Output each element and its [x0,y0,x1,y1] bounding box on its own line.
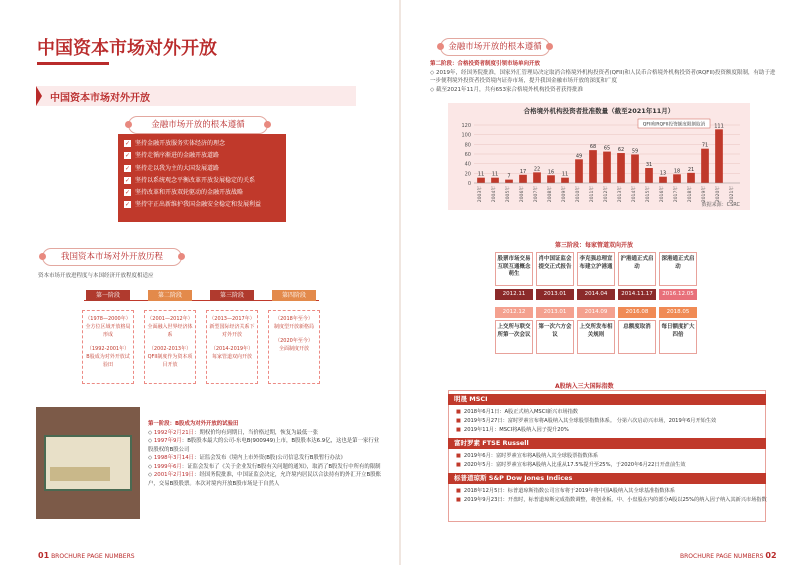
principle-pill-right [440,38,550,56]
stage-box: （2013—2017年） 新型国际经济关系下对外开放 （2014-2019年） 每家管道双向开放 [206,310,258,384]
bar [673,174,681,183]
data-label: 65 [603,145,611,152]
history-pill-label: 我国资本市场对外开放历程 [60,252,163,262]
bullet-icon: ■ [456,497,461,503]
timeline-date: 2016.12.05 [659,289,697,300]
section-banner-label: 中国资本市场对外开放 [50,93,150,104]
data-label: 71 [701,142,709,149]
x-tick-label: 2005年 [506,186,511,203]
bar [687,173,695,183]
check-icon: ✓ [124,201,131,209]
timeline-event: 沪港通正式启动 [618,252,656,286]
timeline-date: 2012.12 [495,307,533,318]
x-tick-label: 2021年 [730,186,735,203]
x-tick-label: 2010年 [576,186,581,203]
x-tick-label: 2003年 [478,186,483,203]
list-item: ✓ 坚持走以我为主的大国发展道路 [124,164,220,172]
data-label: 17 [519,168,527,175]
check-icon: ✓ [124,189,131,197]
principles-title: 金融市场开放的根本遵循 [151,120,245,130]
list-item: ◇ 截至2021年11月，共有653家合格境外机构投资者获得批准 [430,86,583,93]
index-title: A股纳入三大国际指数 [555,383,614,390]
stage-label: 第三阶段 [210,290,254,301]
data-label: 11 [491,171,499,178]
data-label: 22 [533,166,541,173]
y-tick-label: 60 [464,152,471,158]
principle-pill-label: 金融市场开放的根本遵循 [448,42,542,52]
dot-icon [264,121,271,128]
data-label: 16 [547,169,555,176]
stage-label: 第二阶段 [148,290,192,301]
stage-box: （2001—2012年） 全面融入世界经济体系 （2002-2013年） QFII制度作为资本项目开放 [144,310,196,384]
timeline-event: 肖中国证监会提交正式报告 [536,252,574,286]
stage2-paragraph [430,60,780,94]
timeline-date: 2014.09 [577,307,615,318]
x-tick-label: 2006年 [520,186,525,203]
footer-right: BROCHURE PAGE NUMBERS 02 [680,551,777,560]
stage2-heading: 第二阶段：合格投资者制度引领市场单向开放 [430,61,541,67]
certificate-image [44,435,132,491]
bar [659,177,667,183]
bar [645,168,653,183]
bar [589,150,597,183]
history-heading: 第一阶段：B股成为对外开放的试验田 [148,421,239,427]
y-tick-label: 120 [461,123,471,129]
list-item: ◇ 1998年3月14日：证监会发布《境内上市外资(B股)公司信息发行B股暂行办法》 [148,455,346,461]
chart-source: 数据来源：CSRC [701,202,740,208]
x-tick-label: 2013年 [618,186,623,203]
bar [477,178,485,183]
page-title: 中国资本市场对外开放 [37,38,217,59]
bar [575,159,583,183]
x-tick-label: 2009年 [562,186,567,203]
timeline-date: 2012.11 [495,289,533,300]
bullet-icon: ■ [456,453,461,459]
stage-label: 第一阶段 [86,290,130,301]
data-label: 11 [477,171,485,178]
list-item: ✓ 坚持守正出新维护我国金融安全稳定和发展利益 [124,201,262,209]
chart-title: 合格境外机构投资者批准数量（截至2021年11月） [523,107,675,115]
title-underline [37,62,109,65]
check-icon: ✓ [124,176,131,184]
timeline-event: 深港通正式启动 [659,252,697,286]
history-text [148,420,384,488]
bullet-icon: ■ [456,418,461,424]
x-tick-label: 2011年 [590,186,595,203]
check-icon: ✓ [124,152,131,160]
data-label: 7 [507,173,511,180]
x-tick-label: 2007年 [534,186,539,203]
stage3-title: 第三阶段：每家管道双向开放 [555,242,634,249]
y-tick-label: 100 [461,132,471,139]
data-label: 49 [575,153,583,160]
data-label: 31 [645,162,653,169]
x-tick-label: 2004年 [492,186,497,203]
dot-icon [125,121,132,128]
list-item: ◇ 2001年2月19日：经国务院批准，中国证监会决定，允许境内居民以合法持有的外汇开立B股账户，交易B股股票。本次对境内开放B股市场是于自然人 [148,472,382,487]
dot-icon [437,43,444,50]
list-item: ◇ 1992年2月21日：期权价均有到期日，当价格过期，恢复为最低一张 [148,429,319,436]
data-label: 13 [659,170,667,177]
stage-box: （1978—2000年） 全方位区域开放格局形成 （1992-2001年） B股成为对外开放试验田 [82,310,134,384]
bullet-icon: ■ [456,409,461,415]
data-label: 21 [687,166,695,173]
list-item: ✓ 坚持改革和开放双轮驱动的金融开放战略 [124,189,244,197]
timeline-date: 2013.01 [536,307,574,318]
annotation-text: QFII和RQFII投资额度限制取消 [642,122,706,128]
list-item: ■ 2019年11月：MSCI将A股纳入因子提升20% [456,427,569,433]
y-tick-label: 40 [464,161,471,168]
section-banner [36,86,356,106]
timeline-date: 2014.04 [577,289,615,300]
bar [631,154,639,183]
list-item: ■ 2018年12月5日：标普道琼斯指数公司宣布将于2019年将中国A股纳入其全球基准指数体系 [456,488,675,494]
list-item: ✓ 坚持金融开放服务实体经济的理念 [124,140,226,147]
timeline-event: 每日额度扩大四倍 [659,320,697,354]
data-label: 111 [714,123,724,130]
bar [701,149,709,183]
stock-certificate-photo [36,407,140,519]
data-label: 11 [561,171,569,178]
timeline-event: 上交所发布相关规则 [577,320,615,354]
timeline-date: 2013.01 [536,289,574,300]
x-tick-label: 2015年 [646,186,651,203]
bullet-icon: ■ [456,488,461,494]
bar [603,152,611,183]
list-item: ■ 2019年6月：富时罗素宣布将A股纳入其全球股票指数体系 [456,453,599,459]
x-tick-label: 2017年 [674,186,679,203]
data-label: 68 [589,144,597,151]
data-label: 62 [617,147,625,154]
page-spine [399,0,401,565]
x-tick-label: 2019年 [702,186,707,203]
check-icon: ✓ [124,164,131,172]
x-tick-label: 2016年 [660,186,665,203]
index-heading: 富时罗素 FTSE Russell [448,438,766,449]
footer-left: 01 BROCHURE PAGE NUMBERS [38,551,135,560]
stage-label: 第四阶段 [272,290,316,301]
certificate-seal [50,467,110,481]
bar [533,172,541,183]
chevron-icon [36,86,46,106]
list-item: ✓ 坚持以系统观念平衡改革开放发展稳定的关系 [124,176,256,184]
timeline-event: 李克强总理宣布建立沪港通 [577,252,615,286]
data-label: 59 [631,148,639,155]
list-item: ◇ 1997年9月：B股股本最大的公司-东电B(900949)上市，B股股本达6.9亿，这也是第一家行业股股权的B股公司 [148,438,380,453]
list-item: ■ 2018年6月1日：A股正式纳入MSCI新兴市场指数 [456,409,578,415]
history-subtitle: 资本市场开放进程度与本国经济开放程度相适应 [38,273,154,279]
bar [715,129,723,183]
stage-box: （2018年至今） 制度型开放新格局 （2020年至今） 全面制度开放 [268,310,320,384]
bullet-icon: ■ [456,427,461,433]
list-item: ◇ 1999年6月：证监会发布了《关于企业发行B股有关问题的通知》，取消了B股发行中所有的限制 [148,463,381,470]
data-label: 18 [673,168,681,175]
principles-pill [128,116,268,134]
list-item: ■ 2020年5月：富时罗素宣布将A股纳入比重从17.5%提升至25%，于2020年6月22日开盘前生效 [456,462,686,468]
qfii-bar-chart [448,103,750,210]
x-tick-label: 2020年 [716,186,721,203]
y-tick-label: 0 [467,181,471,187]
bullet-icon: ■ [456,462,461,468]
x-tick-label: 2014年 [632,186,637,203]
qfii-chart-panel [448,103,750,210]
y-tick-label: 80 [464,142,471,149]
bar [617,153,625,183]
timeline-date: 2014.11.17 [618,289,656,300]
history-pill [42,248,182,266]
x-tick-label: 2008年 [548,186,553,203]
bar [547,175,555,183]
index-heading: 标普道琼斯 S&P Dow Jones Indices [448,473,766,484]
list-item: ■ 2019年5月27日：富时罗素宣布将A股纳入其全球股票指数体系。 分第六次启动兴市场，2019年6月开始生效 [456,418,717,424]
x-tick-label: 2012年 [604,186,609,203]
y-tick-label: 20 [464,171,471,178]
list-item: ✓ 坚持走循序渐进的金融开放道路 [124,152,220,160]
bar [561,178,569,183]
dot-icon [39,253,46,260]
timeline-event: 总额度取消 [618,320,656,354]
bar [505,180,513,183]
index-heading: 明晟 MSCI [448,394,766,405]
dot-icon [546,43,553,50]
timeline-date: 2016.08 [618,307,656,318]
timeline-event: 股票市场交易互联互通概念萌生 [495,252,533,286]
check-icon: ✓ [124,140,131,147]
x-tick-label: 2018年 [688,186,693,203]
timeline-event: 上交所与联交所第一次会议 [495,320,533,354]
list-item: ■ 2019年9月23日：开盘时，标普道琼斯完成指数调整，将创业板、中、小盘股在内的部分A股以25%的纳入因子纳入其新兴市场指数 [456,497,767,503]
bar [519,175,527,183]
timeline-date: 2018.05 [659,307,697,318]
timeline-event: 第一次六方会议 [536,320,574,354]
list-item: ◇ 2019年，经国务院批准，国家外汇管理局决定取消合格境外机构投资者(QFII)和人民币合格境外机构投资者(RQFII)投资额度限制，有助于进一步便利境外投资者投资境内证券市场，提升我国金融市场开放的深度和广度 [430,69,776,84]
dot-icon [178,253,185,260]
bar [491,178,499,183]
principles-list [118,134,286,222]
